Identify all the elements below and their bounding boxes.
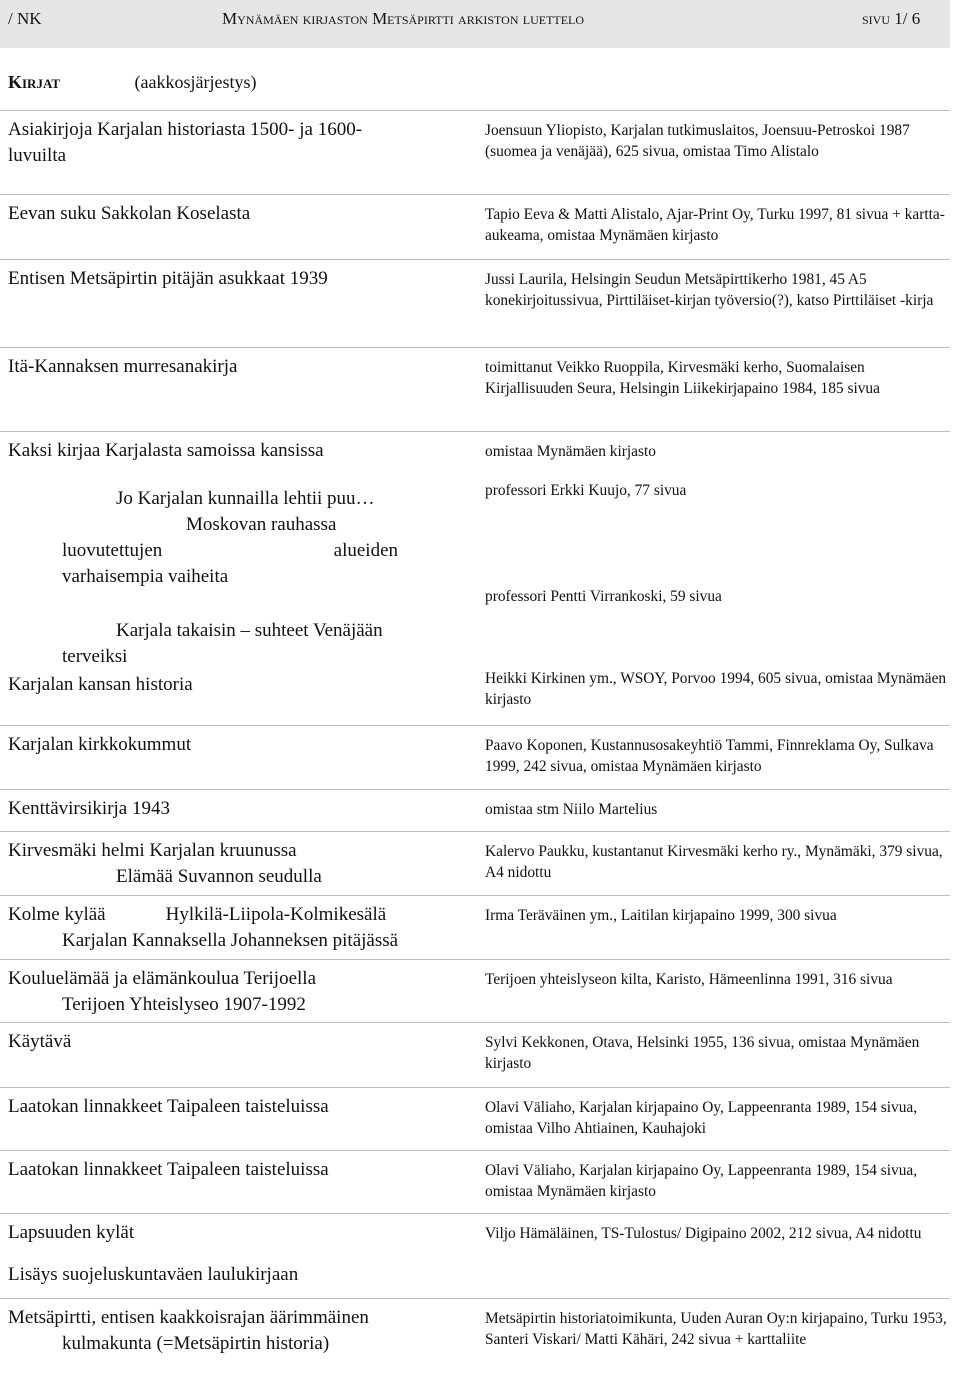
book-info: Olavi Väliaho, Karjalan kirjapaino Oy, Lappeenranta 1989, 154 sivua, omistaa Mynämäen kirjasto — [485, 1162, 918, 1200]
book-title: Kenttävirsikirja 1943 — [8, 798, 170, 819]
list-item — [0, 789, 950, 830]
book-info: Paavo Koponen, Kustannusosakeyhtiö Tammi, Finnreklama Oy, Sulkava 1999, 242 sivua, omistaa Mynämäen kirjasto — [485, 737, 934, 775]
book-title: Lapsuuden kylät — [8, 1222, 135, 1243]
book-info: Terijoen yhteislyseon kilta, Karisto, Hämeenlinna 1991, 316 sivua — [485, 971, 893, 988]
book-title: Lisäys suojeluskuntaväen laulukirjaan — [8, 1264, 299, 1285]
book-title: Käytävä — [8, 1031, 72, 1052]
list-item — [0, 666, 950, 730]
book-info: omistaa Mynämäen kirjasto — [485, 443, 656, 460]
list-item — [0, 895, 950, 958]
book-title: Entisen Metsäpirtin pitäjän asukkaat 1939 — [8, 268, 328, 289]
book-info: Kalervo Paukku, kustantanut Kirvesmäki kerho ry., Mynämäki, 379 sivua, A4 nidottu — [485, 843, 943, 881]
book-title: Metsäpirtti, entisen kaakkoisrajan äärimmäinen kulmakunta (=Metsäpirtin historia) — [8, 1307, 369, 1354]
list-item — [0, 347, 950, 432]
book-info: Metsäpirtin historiatoimikunta, Uuden Auran Oy:n kirjapaino, Turku 1953, Santeri Viskari/ Matti Kähäri, 242 sivua + karttaliite — [485, 1310, 947, 1348]
book-info: Tapio Eeva & Matti Alistalo, Ajar-Print Oy, Turku 1997, 81 sivua + kartta-aukeama, omistaa Mynämäen kirjasto — [485, 206, 945, 244]
book-info: Joensuun Yliopisto, Karjalan tutkimuslaitos, Joensuu-Petroskoi 1987 (suomea ja venäjää), 625 sivua, omistaa Timo Alistalo — [485, 122, 910, 160]
list-item — [0, 110, 950, 195]
list-item — [0, 725, 950, 790]
book-info: Heikki Kirkinen ym., WSOY, Porvoo 1994, 605 sivua, omistaa Mynämäen kirjasto — [485, 670, 947, 708]
sub-book-title: Jo Karjalan kunnailla lehtii puu… Moskovan rauhassa luovutettujen alueiden varhaisempia vaiheita — [62, 488, 398, 587]
book-title: Karjalan kirkkokummut — [8, 734, 192, 755]
list-item — [0, 259, 950, 348]
page-header — [0, 0, 950, 48]
book-title: Kirvesmäki helmi Karjalan kruunussa Elämää Suvannon seudulla — [8, 840, 322, 887]
book-title: Asiakirjoja Karjalan historiasta 1500- ja 1600- luvuilta — [8, 119, 363, 166]
header-page-number: sivu 1/ 6 — [862, 9, 921, 28]
list-item — [0, 1022, 950, 1085]
book-info: toimittanut Veikko Ruoppila, Kirvesmäki kerho, Suomalaisen Kirjallisuuden Seura, Helsingin Liikekirjapaino 1984, 185 sivua — [485, 359, 880, 397]
book-title: Kouluelämää ja elämänkoulua Terijoella Terijoen Yhteislyseo 1907-1992 — [8, 968, 316, 1015]
sub-book-info: professori Erkki Kuujo, 77 sivua — [485, 482, 687, 499]
book-info: Viljo Hämäläinen, TS-Tulostus/ Digipaino 2002, 212 sivua, A4 nidottu — [485, 1225, 922, 1242]
book-info: Jussi Laurila, Helsingin Seudun Metsäpirttikerho 1981, 45 A5 konekirjoitussivua, Pirttiläiset-kirjan työversio(?), katso Pirttiläiset -kirja — [485, 271, 934, 309]
header-code: / NK — [8, 9, 42, 28]
list-item — [0, 431, 950, 667]
book-title: Eevan suku Sakkolan Koselasta — [8, 203, 251, 224]
book-title: Karjalan kansan historia — [8, 674, 193, 695]
book-info: Sylvi Kekkonen, Otava, Helsinki 1955, 136 sivua, omistaa Mynämäen kirjasto — [485, 1034, 920, 1072]
list-item — [0, 1260, 950, 1300]
book-title: Laatokan linnakkeet Taipaleen taisteluissa — [8, 1096, 329, 1117]
header-title: Mynämäen kirjaston Metsäpirtti arkiston luettelo — [222, 9, 585, 28]
book-title: Kaksi kirjaa Karjalasta samoissa kansissa — [8, 440, 324, 461]
book-title: Kolme kylää Hylkilä-Liipola-Kolmikesälä Karjalan Kannaksella Johanneksen pitäjässä — [8, 904, 399, 951]
book-info: Olavi Väliaho, Karjalan kirjapaino Oy, Lappeenranta 1989, 154 sivua, omistaa Vilho Ahtiainen, Kauhajoki — [485, 1099, 918, 1137]
section-label: Kirjat — [8, 72, 61, 92]
sub-book-info: professori Pentti Virrankoski, 59 sivua — [485, 588, 722, 605]
book-info: Irma Teräväinen ym., Laitilan kirjapaino 1999, 300 sivua — [485, 907, 837, 924]
list-item — [0, 831, 950, 894]
section-heading — [8, 72, 256, 93]
list-item — [0, 1213, 950, 1261]
section-note: (aakkosjärjestys) — [134, 72, 257, 92]
list-item — [0, 959, 950, 1022]
list-item — [0, 194, 950, 257]
list-item — [0, 1087, 950, 1151]
sub-book-title: Karjala takaisin – suhteet Venäjään terveiksi — [62, 620, 383, 667]
book-title: Laatokan linnakkeet Taipaleen taisteluissa — [8, 1159, 329, 1180]
list-item — [0, 1298, 950, 1392]
book-title: Itä-Kannaksen murresanakirja — [8, 356, 238, 377]
list-item — [0, 1150, 950, 1214]
book-info: omistaa stm Niilo Martelius — [485, 801, 658, 818]
